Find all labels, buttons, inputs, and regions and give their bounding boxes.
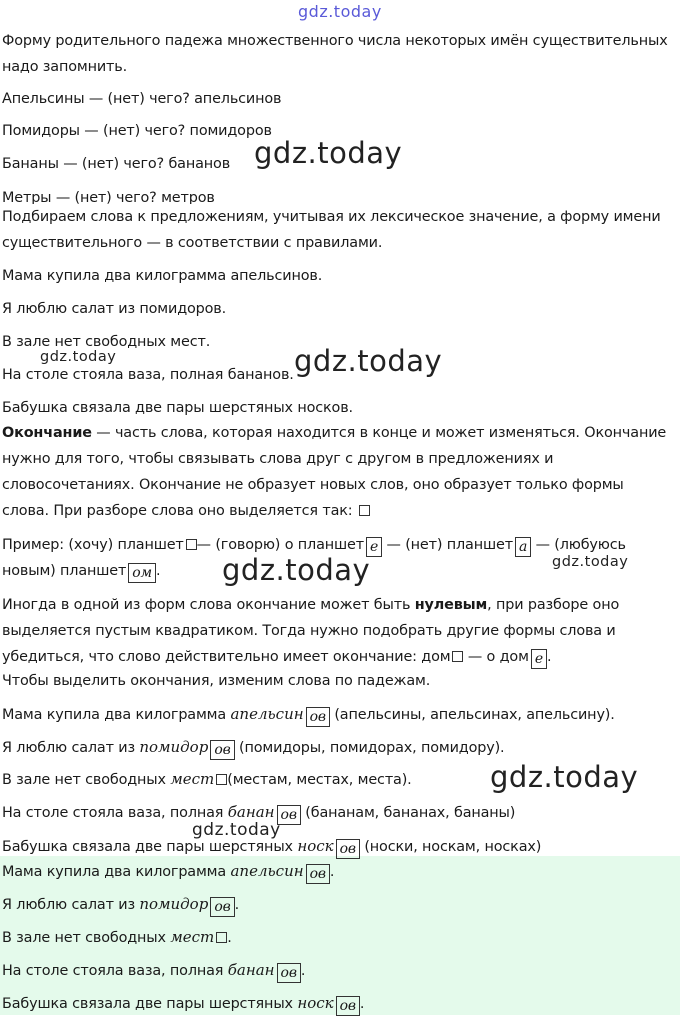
answer-stem: банан <box>227 961 275 979</box>
zero-text: убедиться, что слово действительно имеет окончание: дом <box>2 649 451 665</box>
answer-sentence <box>2 957 305 984</box>
example-text: . <box>156 563 161 579</box>
case-stem: апельсин <box>230 705 304 723</box>
zero-ending-line-2: выделяется пустым квадратиком. Тогда нужно подобрать другие формы слова и <box>2 623 616 639</box>
answer-sentence <box>2 924 232 951</box>
case-post: (бананам, бананах, бананы) <box>300 805 516 821</box>
ending-box: ов <box>306 864 330 884</box>
ending-definition-line-1 <box>2 420 666 446</box>
answer-post: . <box>234 897 240 913</box>
choose-sentence: На столе стояла ваза, полная бананов. <box>2 367 294 383</box>
ending-line-1-rest: — часть слова, которая находится в конце и может изменяться. Окончание <box>91 425 667 441</box>
answer-stem: носк <box>297 994 334 1012</box>
example-text: — (любуюсь <box>531 537 626 553</box>
case-sentence <box>2 701 615 728</box>
choose-sentence: Бабушка связала две пары шерстяных носков. <box>2 400 353 416</box>
empty-ending-square-icon <box>216 774 227 785</box>
case-pre: Бабушка связала две пары шерстяных <box>2 839 298 855</box>
zero-text: , при разборе оно <box>487 597 620 613</box>
choose-line-2: существительного — в соответствии с правилами. <box>2 235 383 251</box>
zero-bold-term: нулевым <box>414 597 488 613</box>
case-post: (носки, носкам, носках) <box>359 839 542 855</box>
ending-box: ов <box>306 707 330 727</box>
ending-box: ов <box>336 839 360 859</box>
zero-ending-line-1 <box>2 592 619 618</box>
intro-example: Апельсины — (нет) чего? апельсинов <box>2 91 282 107</box>
watermark: gdz.today <box>40 349 117 365</box>
ending-box: а <box>515 537 531 557</box>
case-sentence <box>2 734 504 761</box>
answer-post: . <box>300 963 306 979</box>
example-text: новым) планшет <box>2 563 127 579</box>
answer-pre: В зале нет свободных <box>2 930 171 946</box>
answer-stem: апельсин <box>230 862 304 880</box>
choose-sentence: Мама купила два килограмма апельсинов. <box>2 268 323 284</box>
intro-example: Метры — (нет) чего? метров <box>2 190 215 204</box>
case-post: (апельсины, апельсинах, апельсину). <box>329 707 615 723</box>
watermark: gdz.today <box>294 344 443 378</box>
ending-box: ов <box>210 897 234 917</box>
watermark: gdz.today <box>254 136 403 170</box>
zero-ending-line-3 <box>2 644 551 670</box>
watermark: gdz.today <box>222 553 371 587</box>
intro-line-2: надо запомнить. <box>2 59 128 75</box>
answer-pre: Мама купила два килограмма <box>2 864 231 880</box>
empty-ending-square-icon <box>359 505 370 516</box>
answer-pre: На столе стояла ваза, полная <box>2 963 228 979</box>
answer-pre: Бабушка связала две пары шерстяных <box>2 996 298 1012</box>
example-text: — (нет) планшет <box>382 537 513 553</box>
ending-box: ов <box>336 996 360 1016</box>
example-line-2 <box>2 558 160 584</box>
ending-box: ов <box>277 805 301 825</box>
case-stem: помидор <box>139 738 209 756</box>
case-stem: банан <box>227 803 275 821</box>
ending-line-4-text: слова. При разборе слова оно выделяется так: <box>2 503 357 519</box>
ending-definition-line-3: словосочетаниях. Окончание не образует новых слов, оно образует только формы <box>2 477 624 493</box>
answer-post: . <box>329 864 335 880</box>
answer-stem: помидор <box>139 895 209 913</box>
ending-box: ов <box>277 963 301 983</box>
watermark: gdz.today <box>490 760 639 794</box>
case-sentence <box>2 766 412 793</box>
zero-text: — о дом <box>463 649 529 665</box>
answer-post: . <box>359 996 365 1012</box>
case-stem: носк <box>297 837 334 855</box>
case-pre: В зале нет свободных <box>2 772 171 788</box>
case-stem: мест <box>170 770 215 788</box>
case-pre: На столе стояла ваза, полная <box>2 805 228 821</box>
choose-sentence: В зале нет свободных мест. <box>2 334 211 350</box>
choose-line-1: Подбираем слова к предложениям, учитывая их лексическое значение, а форму имени <box>2 209 661 225</box>
case-post: (помидоры, помидорах, помидору). <box>234 740 505 756</box>
empty-ending-square-icon <box>216 932 227 943</box>
ending-box: ов <box>210 740 234 760</box>
zero-text: . <box>546 649 552 665</box>
intro-line-1: Форму родительного падежа множественного числа некоторых имён существительных <box>2 33 668 49</box>
answer-sentence <box>2 858 334 885</box>
answer-post: . <box>227 930 232 946</box>
intro-example: Помидоры — (нет) чего? помидоров <box>2 123 272 139</box>
example-text: Пример: (хочу) планшет <box>2 537 184 553</box>
intro-example: Бананы — (нет) чего? бананов <box>2 156 231 172</box>
ending-definition-line-2: нужно для того, чтобы связывать слова друг с другом в предложениях и <box>2 451 554 467</box>
case-post: (местам, местах, места). <box>227 772 412 788</box>
zero-ending-line-4: Чтобы выделить окончания, изменим слова по падежам. <box>2 673 431 689</box>
watermark: gdz.today <box>552 554 629 570</box>
example-text: — (говорю) о планшет <box>196 537 364 553</box>
watermark: gdz.today <box>192 820 281 840</box>
zero-text: Иногда в одной из форм слова окончание может быть <box>2 597 415 613</box>
ending-definition-line-4 <box>2 498 370 524</box>
case-pre: Я люблю салат из <box>2 740 140 756</box>
ending-term: Окончание <box>2 425 92 441</box>
answer-stem: мест <box>170 928 215 946</box>
answer-sentence <box>2 891 239 918</box>
empty-ending-square-icon <box>186 539 197 550</box>
answer-pre: Я люблю салат из <box>2 897 140 913</box>
case-pre: Мама купила два килограмма <box>2 707 231 723</box>
ending-box: е <box>531 649 547 669</box>
ending-box: ом <box>128 563 156 583</box>
answer-sentence <box>2 990 364 1017</box>
watermark: gdz.today <box>298 2 382 21</box>
ending-box: е <box>366 537 382 557</box>
choose-sentence: Я люблю салат из помидоров. <box>2 301 227 317</box>
empty-ending-square-icon <box>452 651 463 662</box>
